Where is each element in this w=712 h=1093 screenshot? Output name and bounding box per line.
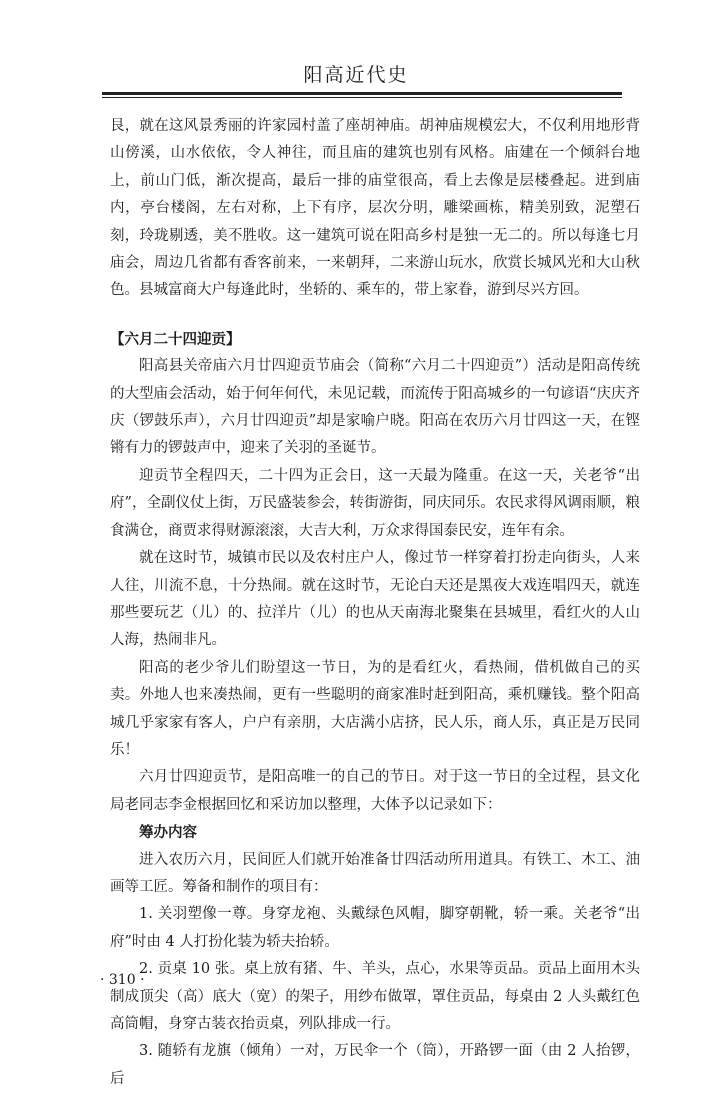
- subheading: 筹办内容: [139, 824, 197, 842]
- section-spacer: [110, 305, 640, 326]
- header-rule-thin: [102, 97, 622, 98]
- header-rule-thick: [102, 92, 622, 95]
- running-header-title: 阳高近代史: [303, 64, 409, 86]
- list-item: 2. 贡桌 10 张。桌上放有猪、牛、羊头，点心，水果等贡品。贡品上面用木头制成顶尖（高）底大（宽）的架子，用纱布做罩，罩住贡品，每桌由 2 人头戴红色高筒帽，身穿古装衣抬贡桌，列队排成一行。: [110, 961, 640, 1032]
- page-number: · 310 ·: [100, 972, 145, 988]
- paragraph: 六月廿四迎贡节，是阳高唯一的自己的节日。对于这一节日的全过程，县文化局老同志李金根据回忆和采访加以整理，大体予以记录如下：: [110, 769, 640, 813]
- paragraph: 阳高县关帝庙六月廿四迎贡节庙会（简称“六月二十四迎贡”）活动是阳高传统的大型庙会活动，始于何年何代，未见记载，而流传于阳高城乡的一句谚语“庆庆齐庆（锣鼓乐声），六月廿四迎贡”却是家喻户晓。阳高在农历六月廿四这一天，在铿锵有力的锣鼓声中，迎来了关羽的圣诞节。: [110, 358, 640, 457]
- paragraph-continued: 艮，就在这风景秀丽的许家园村盖了座胡神庙。胡神庙规模宏大，不仅利用地形背山傍溪，山水依依，令人神往，而且庙的建筑也别有风格。庙建在一个倾斜台地上，前山门低，渐次提高，最后一排的庙堂很高，看上去像是层楼叠起。进到庙内，亭台楼阁，左右对称，上下有序，层次分明，雕梁画栋，精美别致，泥塑石刻，玲珑剔透，美不胜收。这一建筑可说在阳高乡村是独一无二的。所以每逢七月庙会，周边几省都有香客前来，一来朝拜，二来游山玩水，欣赏长城风光和大山秋色。县城富商大户每逢此时，坐轿的、乘车的，带上家眷，游到尽兴方回。: [110, 118, 640, 299]
- list-item: 3. 随轿有龙旗（倾角）一对，万民伞一个（筒），开路锣一面（由 2 人抬锣，后: [110, 1043, 640, 1087]
- paragraph: 进入农历六月，民间匠人们就开始准备廿四活动所用道具。有铁工、木工、油画等工匠。筹备和制作的项目有：: [110, 851, 640, 895]
- paragraph: 迎贡节全程四天，二十四为正会日，这一天最为隆重。在这一天，关老爷“出府”，全副仪仗上街，万民盛装参会，转街游街，同庆同乐。农民求得风调雨顺，粮食满仓，商贾求得财源滚滚，大吉大利，万众求得国泰民安，连年有余。: [110, 467, 640, 539]
- paragraph: 就在这时节，城镇市民以及农村庄户人，像过节一样穿着打扮走向街头，人来人往，川流不息，十分热闹。就在这时节，无论白天还是黑夜大戏连唱四天，就连那些要玩艺（儿）的、拉洋片（儿）的也从天南海北聚集在县城里，看红火的人山人海，热闹非凡。: [110, 550, 640, 649]
- list-item: 1. 关羽塑像一尊。身穿龙袍、头戴绿色风帽，脚穿朝靴，轿一乘。关老爷“出府”时由 4 人打扮化装为轿夫抬轿。: [110, 906, 640, 950]
- paragraph: 阳高的老少爷儿们盼望这一节日，为的是看红火，看热闹，借机做自己的买卖。外地人也来凑热闹，更有一些聪明的商家准时赶到阳高，乘机赚钱。整个阳高城几乎家家有客人，户户有亲朋，大店满小店挤，民人乐，商人乐，真正是万民同乐！: [110, 659, 640, 758]
- section-heading: 【六月二十四迎贡】: [110, 330, 241, 348]
- page-body: [110, 113, 640, 1093]
